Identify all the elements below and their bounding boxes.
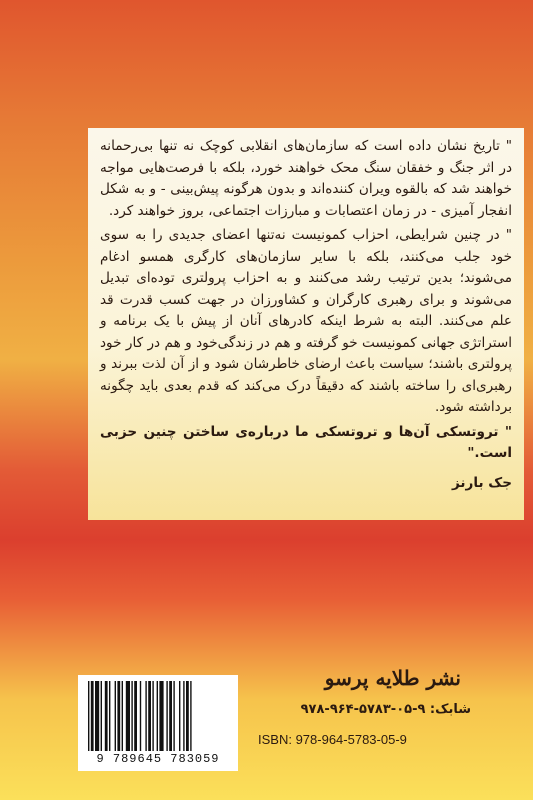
barcode-bar — [122, 681, 123, 751]
barcode-bar — [186, 681, 189, 751]
barcode-bar — [109, 681, 110, 751]
barcode-bar — [91, 681, 94, 751]
barcode-bar — [183, 681, 184, 751]
barcode-bar — [115, 681, 116, 751]
barcode-number: 9 789645 783059 — [96, 752, 220, 766]
quote-author: جک بارنز — [451, 474, 512, 491]
quote-paragraph-2: " در چنین شرایطی، احزاب کمونیست نه‌تنها اعضای جدیدی را به سوی خود جلب می‌کنند، بلکه با سایر سازمان‌های کارگری همسو ادغام می‌شوند؛ بدین ترتیب رشد می‌کنند و به احزاب پرولتری توده‌ای تبدیل می‌شوند و برای رهبری کارگران و کشاورزان در جهت کسب قدرت قد علم می‌کنند. البته به شرط اینکه کادرهای آنان از پیش با یک برنامه و استراتژی جهانی کمونیست خو گرفته و هم در زندگی‌خود و هم در کار خود پرولتری باشند؛ سیاست باعث ارضای خاطرشان شود و از آن لذت ببرند و رهبری‌ای را ساخته باشند که دقیقاً درک می‌کند که قدم بعدی باید چگونه برداشته شود. — [100, 227, 512, 415]
barcode-bar — [166, 681, 167, 751]
quote-paragraph-3: " تروتسکی آن‌ها و تروتسکی ما درباره‌ی ساختن چنین حزبی است." — [100, 423, 512, 461]
barcode-bar — [134, 681, 137, 751]
barcode — [78, 675, 238, 771]
quote-box — [88, 128, 524, 520]
barcode-bar — [101, 681, 102, 751]
barcode-bar — [131, 681, 132, 751]
barcode-bars — [86, 681, 230, 751]
barcode-bar — [169, 681, 172, 751]
barcode-bar — [126, 681, 130, 751]
barcode-bar — [140, 681, 141, 751]
barcode-bar — [190, 681, 191, 751]
barcode-bar — [159, 681, 163, 751]
isbn-persian: شابک: ۹-۰۵-۵۷۸۳-۹۶۴-۹۷۸ — [300, 702, 471, 717]
isbn-english: ISBN: 978-964-5783-05-9 — [258, 732, 407, 747]
barcode-bar — [148, 681, 151, 751]
publisher-logo: نشر طلایه پرسو — [324, 666, 461, 690]
barcode-bar — [179, 681, 180, 751]
barcode-bar — [173, 681, 174, 751]
barcode-bar — [157, 681, 158, 751]
barcode-bar — [88, 681, 89, 751]
barcode-bar — [145, 681, 146, 751]
quote-paragraph-1: " تاریخ نشان داده است که سازمان‌های انقلابی کوچک نه تنها بی‌رحمانه در اثر جنگ و خفقان سنگ محک خواهند خورد، بلکه با فرصت‌هایی مواجه خواهند شد که بالقوه ویران کننده‌اند و بدون هرگونه پیش‌بینی - و به شکل انفجار آمیزی - در زمان اعتصابات و مبارزات اجتماعی، بروز خواهند کرد. — [100, 138, 512, 219]
barcode-bar — [152, 681, 153, 751]
barcode-bar — [105, 681, 108, 751]
barcode-bar — [117, 681, 120, 751]
barcode-bar — [95, 681, 99, 751]
